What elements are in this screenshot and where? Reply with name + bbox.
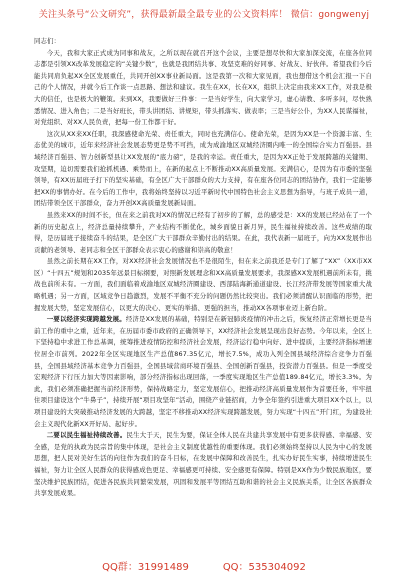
paragraph-text: 民生大于天，民生为要，保证全体人民在共建共享发展中有更多获得感、幸福感、安全感，是党的执政为民宗旨的集中体现，是社会主义制度优越性的重要体现。我们必须始终坚持以人民为中心的发展思想，把人民对美好生活的向往作为我们的奋斗目标，在发展中保障和改善民生，扎实办好民生实事，持续增进民生福祉，努力让全区人民群众的获得感成色更足、幸福感更可持续、安全感更有保障。特别是XX作为少数民族地区，要坚决维护民族团结，促进各民族共同繁荣发展，巩固和发展平等团结互助和谐的社会主义民族关系，让全区各族群众共享发展成果。 — [34, 431, 372, 498]
paragraph — [34, 314, 372, 430]
paragraph — [34, 256, 372, 314]
paragraph — [34, 430, 372, 500]
paragraph-text: 这次从XX来XX任职，我深感使命光荣、责任重大，同时也充满信心。使命光荣，是因为XX是一个资源丰富、生态优美的城市，近年来经济社会发展态势更是势不可挡，成为成渝地区双城经济圈内唯一的全国综合实力百强县。县域经济百强县、智力创新型县让XX发展的“底力磅”，是我的幸运。责任重大，是因为XX正处于发展跨越的关键期、攻坚期，迫切需要我们抢抓机遇、乘势而上，在新的起点上不断推动XX高质量发展。充满信心，是因为有市委的坚强领导，有XX历届班子打下的坚实基础，有全区广大干部群众的大力支持，有在座各位同志的团结协作，我们一定能够把XX的事情办好。在今后的工作中，我将始终坚持以习近平新时代中国特色社会主义思想为指导，与班子成员一道，团结带领全区干部群众，奋力开创XX高质量发展新局面。 — [34, 129, 372, 208]
paragraph-text: 经济是XX发展的基础，特别是在新冠肺炎疫情的冲击之后，恢复经济正常增长更是当前工作的重中之重，近年来，在历届市委市政府的正确领导下，XX经济社会发展呈现出良好态势。今年以来，全区上下坚持稳中求进工作总基调，统筹推进疫情防控和经济社会发展，经济运行稳中向好、进中提质，主要经济指标增速位居全市前列。2022年全区实现地区生产总值867.35亿元，增长7.5%，成功入列全国县域经济综合竞争力百强县，全国县域经济基本竞争力百强县，全国县域营商环境百强县、全国创新百强县，投资潜力百强县。但是一季度受宏观经济下行压力加大等因素影响，部分经济指标出现回落，一季度实现地区生产总值189.84亿元，增长3.3%。为此，我们必须准确把握当前经济形势，保持战略定力，坚定发展信心，把推动经济高质量发展作为首要任务，牢牢扭住项目建设这个“牛鼻子”，持续开展“项目攻坚年”活动，围绕产业链招商，力争全年签约引进重大项目XX个以上，以项目建设的大突破推动经济发展的大跨越，坚定不移推动XX经济实现跨越发展，努力实现“十四五”开门红，为建设社会主义现代化新XX开好局、起好步。 — [34, 315, 372, 428]
paragraph — [34, 210, 372, 256]
paragraph-lead: 二要以民生福祉持续改善。 — [46, 431, 127, 440]
qq-group-text: QQ群：31991489 — [102, 561, 189, 573]
document-body — [34, 36, 372, 500]
paragraph — [34, 129, 372, 210]
paragraph — [34, 48, 372, 129]
paragraph-lead: 一要以经济实现跨越发展。 — [46, 315, 126, 324]
promo-banner-text: 关注头条号“公文研究”，获得最新最全最专业的公文资料库！ 微信：gongwenyj — [38, 9, 370, 20]
salutation: 同志们： — [34, 37, 61, 45]
paragraph-text: 虽然来XX的时间不长，但在来之前我对XX的情况已经有了初步的了解，总的感受是：XX的发展已经站在了一个新的历史起点上，经济总量持续攀升，产业结构不断优化，城乡面貌日新月异，民生福祉持续改善。这些成绩的取得，是历届班子接续奋斗的结果，是全区广大干部群众辛勤付出的结果。在此，我代表新一届班子，向为XX发展作出贡献的老领导、老同志和全区干部群众表示衷心的感谢和崇高的敬意！ — [34, 210, 372, 254]
contact-footer — [0, 556, 408, 574]
paragraph-text: 今天，我和大家正式成为同事和战友，之所以现在就召开这个会议，主要是想尽快和大家加深交流，在座各位同志都是引领XX改革发展稳定的“关键少数”，也就是我团结共事、攻坚克难的好同事、好战友、好伙伴。希望我们今后能共同肩负起XX全区发展重任，共同开创XX事业新局面。这是我第一次和大家见面，我也想借这个机会汇报一下自己的个人情况，并就今后工作谈一点思路、想法和建议。我生在XX，长在XX，组织上决定由我来XX工作，对我是极大的信任，也是极大的鞭策。来到XX，我要做好三件事：一是当好学生，向大家学习，虚心请教、多听多问，尽快熟悉情况、进入角色；二是当好班长，带头讲团结、讲规矩，带头抓落实、做表率；三是当好公仆，为XX人民谋福祉，对党组织、对XX人民负责，把每一份工作都干好。 — [34, 48, 372, 127]
qq-contact-text: QQ：535304092 — [222, 561, 306, 573]
promo-banner — [0, 0, 408, 26]
paragraph-text: 虽然之前长期在XX工作，对XX经济社会发展情况也不是很陌生，但在来之前我还是专门了解了“XX”（XX市XX区）“十四五”规划和2035年远景目标纲要，对照新发展理念和XX高质量发展要求，我深感XX发展机遇前所未有，挑战也前所未有。一方面，我们面临着成渝地区双城经济圈建设、西部陆海新通道建设、长江经济带发展等国家重大战略机遇；另一方面，区域竞争日趋激烈，发展不平衡不充分的问题仍然比较突出。我们必须清醒认识面临的形势，把握发展大势，坚定发展信心，以更大的决心、更实的举措、更强的担当，推动XX各项事业迈上新台阶。 — [34, 257, 372, 312]
